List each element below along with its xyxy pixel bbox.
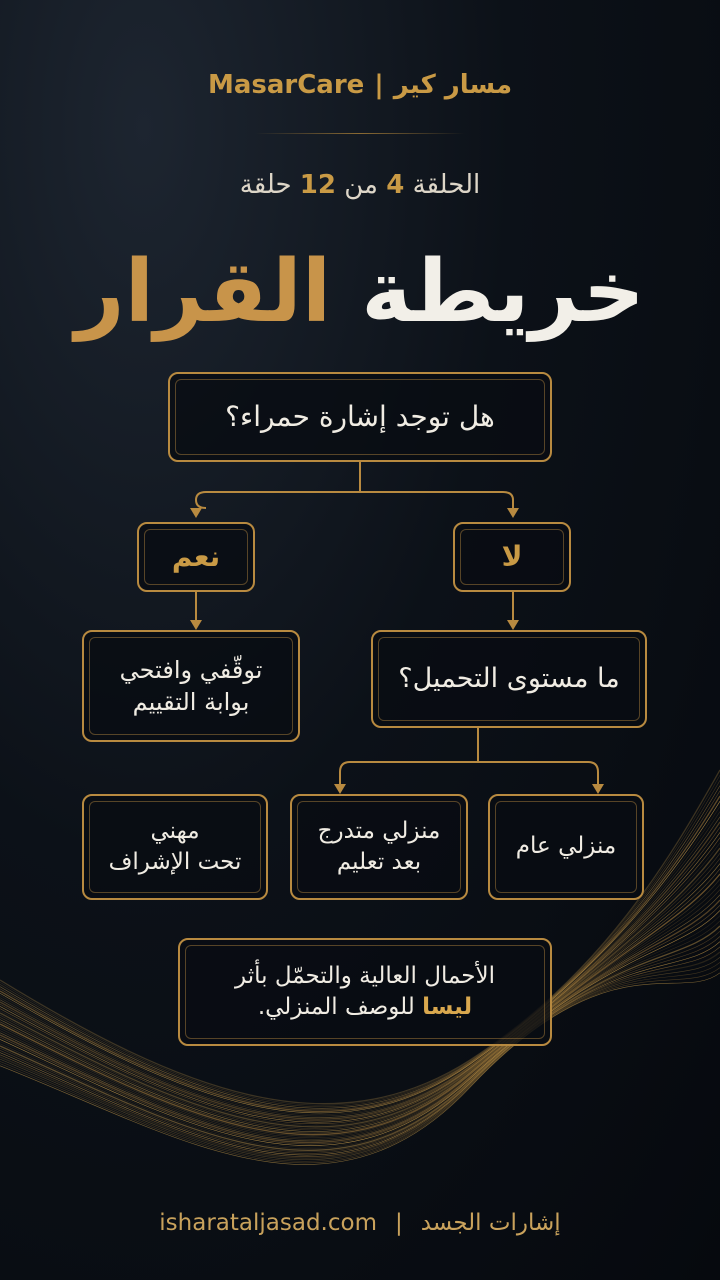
footer: isharataljasad.com | إشارات الجسد <box>159 1210 561 1236</box>
footer-website: isharataljasad.com <box>159 1210 377 1236</box>
footer-arabic: إشارات الجسد <box>420 1210 561 1236</box>
arrow-to-graded <box>334 784 346 794</box>
arrow-to-stop <box>190 620 202 630</box>
question-load-level-box: ما مستوى التحميل؟ <box>371 630 647 728</box>
episode-total: 12 <box>299 170 336 200</box>
answer-yes-box: نعم <box>137 522 255 592</box>
arrow-to-yes <box>190 508 202 518</box>
arrow-to-no <box>507 508 519 518</box>
title-word-2: القرار <box>75 242 332 342</box>
arrow-to-q2 <box>507 620 519 630</box>
brand-header: MasarCare | مسار كير <box>207 70 513 100</box>
title-word-1: خريطة <box>361 242 645 342</box>
arrow-to-home <box>592 784 604 794</box>
brand-latin: MasarCare <box>207 70 365 100</box>
connector-q2-branch <box>340 762 598 788</box>
answer-no-box: لا <box>453 522 571 592</box>
stop-assessment-box: توقّفي وافتحي بوابة التقييم <box>82 630 300 742</box>
connector-q1-branch <box>196 492 513 508</box>
option-graded-home-box: منزلي متدرج بعد تعليم <box>290 794 468 900</box>
note-highlight: ليسا <box>422 994 473 1020</box>
episode-counter: الحلقة 4 من 12 حلقة <box>239 170 481 200</box>
episode-current: 4 <box>386 170 405 200</box>
page-title <box>0 242 720 342</box>
note-box: الأحمال العالية والتحمّل بأثر ليسا للوصف المنزلي. <box>178 938 552 1046</box>
question-red-flag-box: هل توجد إشارة حمراء؟ <box>168 372 552 462</box>
brand-arabic: مسار كير <box>393 70 513 100</box>
option-professional-box: مهني تحت الإشراف <box>82 794 268 900</box>
option-general-home-box: منزلي عام <box>488 794 644 900</box>
header-divider <box>255 133 465 134</box>
